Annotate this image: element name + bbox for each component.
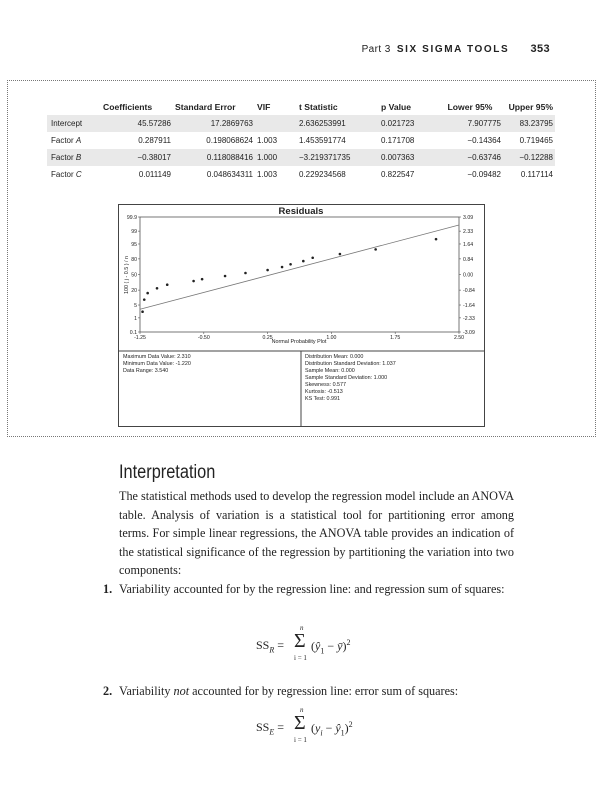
list-item-2 [103,682,523,701]
sigma-symbol: Σ [294,630,306,652]
list-item-1 [103,580,513,599]
col-header: Upper 95% [508,102,553,112]
row-label: Factor C [51,170,82,179]
left-tick-label: 80 [131,256,137,263]
table-cell: 0.287911 [138,136,171,145]
left-tick-label: 95 [131,241,137,248]
col-header: Coefficients [103,102,153,112]
sigma-symbol: Σ [294,712,306,734]
table-cell: 0.822547 [381,170,415,179]
table-cell: 0.719465 [519,136,553,145]
data-point [192,280,195,283]
table-row [47,115,555,132]
right-tick-label: -0.84 [463,288,475,295]
y-axis-label: 100 ( j - 0.5 ) / n [124,255,130,295]
table-cell: −3.219371735 [297,149,379,166]
list-number: 1. [103,582,113,596]
fit-line [140,225,459,309]
table-cell [255,115,297,132]
table-cell: 0.048634311 [206,170,253,179]
table-row [47,132,555,149]
col-header: Standard Error [175,102,236,112]
table-header-row [47,100,555,115]
list-number: 2. [103,684,113,698]
row-label: Intercept [47,115,101,132]
right-tick-label: 2.33 [463,229,474,236]
header-part: Part 3 [361,44,391,55]
eq-lhs: $SS_E$ = [256,720,285,737]
x-tick-label: 1.00 [326,335,337,341]
header-tools: SIX SIGMA TOOLS [396,44,510,55]
right-tick-label: 3.09 [463,215,474,221]
chart-title: Residuals [278,206,324,217]
data-point [201,278,204,281]
table-cell: 7.907775 [437,115,503,132]
eq-lhs: $SS_R$ = [256,638,285,655]
stat-line: Sample Standard Deviation: 1.000 [305,375,388,381]
col-header: p Value [381,102,412,112]
data-point [281,266,284,269]
right-tick-label: 0.84 [463,256,474,263]
chart-svg [119,205,484,426]
data-point [374,248,377,251]
left-tick-label: 99.9 [126,215,137,221]
section-heading: Interpretation [119,462,216,483]
stat-line: Sample Mean: 0.000 [305,368,355,374]
stat-line: KS Test: 0.991 [305,396,340,402]
data-point [266,269,269,272]
data-point [302,260,305,263]
x-tick-label: -1.25 [134,335,146,341]
stats-left [123,354,191,375]
equation-ssr [256,625,376,665]
right-tick-label: -1.64 [463,303,475,310]
col-header [47,100,101,115]
col-header: VIF [257,102,271,112]
data-point [146,292,149,295]
table-cell: 1.003 [257,170,278,179]
list-text: Variability not accounted for by regression line: error sum of squares: [119,684,459,698]
table-row [47,149,555,166]
left-tick-label: 1 [134,315,137,322]
table-cell: 0.011149 [138,170,171,179]
x-tick-label: -0.50 [197,335,210,341]
row-label: Factor B [47,149,101,166]
eq-upper: n [300,706,304,714]
body-paragraph: The statistical methods used to develop the regression model include an ANOVA table. Analysis of variation is a statistical tool for partitioning error among terms. For simple linear regressions, the ANOVA table provides an indication of the statistical significance of the regression by partitioning the variation into two components: [119,489,514,578]
table-cell: 1.003 [257,136,278,145]
stat-line: Skewness: 0.577 [305,382,347,388]
col-header: t Statistic [299,102,338,112]
stat-line: Maximum Data Value: 2.310 [123,354,191,360]
residuals-chart [118,204,485,427]
data-point [141,310,144,313]
left-tick-label: 5 [134,303,137,310]
table-cell: 17.2869763 [173,115,255,132]
eq-term: ($ŷ_1$ − ȳ)$^2$ [311,638,351,656]
table-cell: −0.09482 [467,170,501,179]
right-tick-label: -3.09 [463,330,475,336]
data-point [156,287,159,290]
equation-sse [256,707,376,747]
right-tick-label: 0.00 [463,272,474,279]
table-cell: 0.171708 [381,136,415,145]
data-point [244,272,247,275]
list-text: Variability accounted for by the regression line: and regression sum of squares: [119,582,505,596]
data-point [435,238,438,241]
data-point [143,298,146,301]
x-axis-label: Normal Probability Plot [271,339,327,345]
table-cell: 1.453591774 [299,136,346,145]
table-cell: −0.12288 [503,149,555,166]
x-tick-label: 0.25 [262,335,273,341]
right-tick-label: -2.33 [463,315,475,322]
left-tick-label: 99 [131,229,137,236]
stat-line: Distribution Standard Deviation: 1.037 [305,361,396,367]
left-tick-label: 50 [131,272,137,279]
eq-lower: i = 1 [294,736,307,744]
table-cell: 0.117114 [520,170,553,179]
right-tick-label: 1.64 [463,241,474,248]
plot-area [140,217,459,332]
table-cell: 0.007363 [379,149,437,166]
eq-upper: n [300,624,304,632]
stat-line: Minimum Data Value: -1.220 [123,361,191,367]
table-cell: 0.229234568 [299,170,346,179]
table-row [47,166,555,183]
page-number: 353 [530,43,550,55]
x-tick-label: 2.50 [453,335,465,341]
eq-term: ($y_i$ − $ŷ_1)^2$ [311,720,353,738]
table-cell: 2.636253991 [297,115,379,132]
running-header [362,43,550,55]
data-point [224,275,227,278]
axis-ticks [127,215,475,341]
stat-line: Kurtosis: -0.513 [305,389,343,395]
stat-line: Data Range: 3.540 [123,368,169,374]
table-cell: 0.198068624 [206,136,253,145]
table-cell: 1.000 [255,149,297,166]
table-cell: −0.63746 [437,149,503,166]
row-label: Factor A [51,136,82,145]
eq-lower: i = 1 [294,654,307,662]
x-tick-label: 1.75 [390,335,401,341]
stat-line: Distribution Mean: 0.000 [305,354,364,360]
table-cell: 45.57286 [101,115,173,132]
regression-table [47,100,555,183]
table-cell: 0.118088416 [173,149,255,166]
table-cell: −0.14364 [467,136,501,145]
table-cell: −0.38017 [101,149,173,166]
data-point [311,256,314,259]
left-tick-label: 20 [131,288,137,295]
table-cell: 0.021723 [379,115,437,132]
stats-right [305,354,396,403]
table-cell: 83.23795 [503,115,555,132]
col-header: Lower 95% [447,102,493,112]
data-points [141,238,437,313]
data-point [166,283,169,286]
data-point [339,253,342,256]
left-tick-label: 0.1 [129,330,137,336]
data-point [289,263,292,266]
